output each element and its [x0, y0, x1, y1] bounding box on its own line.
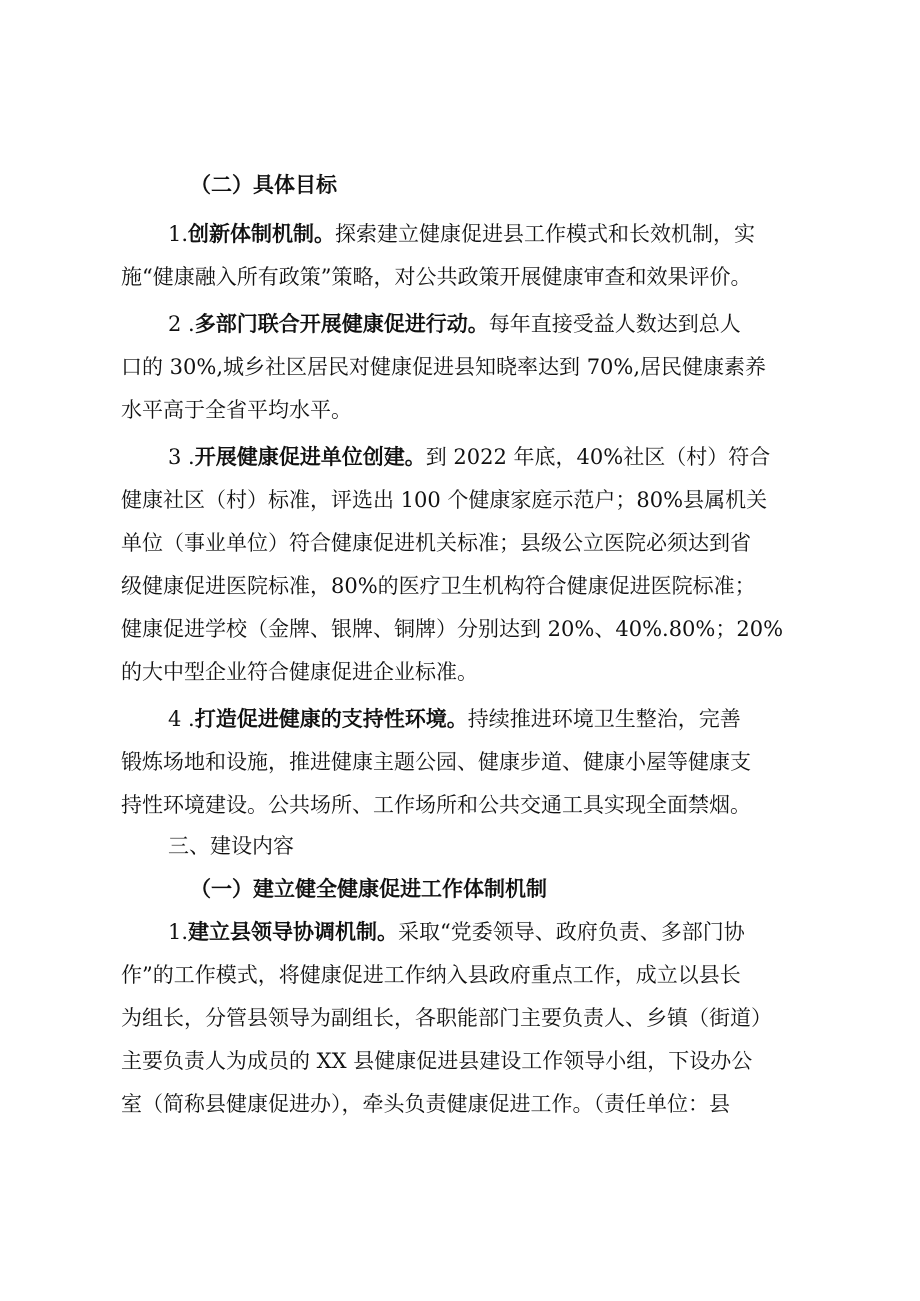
item1-title: 创新体制机制。 — [188, 221, 336, 246]
item1-text: 探索建立健康促进县工作模式和长效机制，实 — [335, 222, 756, 246]
item5-line1 — [168, 918, 745, 946]
heading-sub1: （一）建立健全健康促进工作体制机制 — [190, 876, 547, 901]
item3-line2: 健康社区（村）标准，评选出 100 个健康家庭示范户；80%县属机关 — [121, 488, 768, 512]
item2-line2: 口的 30%,城乡社区居民对健康促进县知晓率达到 70%,居民健康素养 — [121, 355, 767, 379]
item5-line3: 为组长，分管县领导为副组长，各职能部门主要负责人、乡镇（街道） — [121, 1006, 772, 1030]
item3-line4: 级健康促进医院标准，80%的医疗卫生机构符合健康促进医院标准； — [121, 574, 756, 598]
item2-title: 多部门联合开展健康促进行动。 — [194, 311, 489, 336]
item3-line6: 的大中型企业符合健康促进企业标准。 — [121, 660, 478, 684]
item3-text: 到 2022 年底，40%社区（村）符合 — [425, 445, 771, 469]
item5-line4: 主要负责人为成员的 XX 县健康促进县建设工作领导小组，下设办公 — [121, 1049, 753, 1073]
item3-number: 3 . — [168, 445, 195, 469]
item3-line5: 健康促进学校（金牌、银牌、铜牌）分别达到 20%、40%.80%；20% — [121, 617, 784, 641]
item3-title: 开展健康促进单位创建。 — [194, 444, 426, 469]
item2-line3: 水平高于全省平均水平。 — [121, 398, 352, 422]
item3-line1 — [168, 443, 770, 471]
item5-text: 采取“党委领导、政府负责、多部门协 — [398, 920, 745, 944]
item4-number: 4 . — [168, 707, 195, 731]
item4-line3: 持性环境建设。公共场所、工作场所和公共交通工具实现全面禁烟。 — [121, 793, 751, 817]
item5-line2: 作”的工作模式，将健康促进工作纳入县政府重点工作，成立以县长 — [121, 963, 741, 987]
heading-specific-goals: （二）具体目标 — [190, 172, 337, 197]
item1-number: 1. — [168, 222, 189, 246]
item5-line5: 室（简称县健康促进办），牵头负责健康促进工作。（责任单位：县 — [121, 1092, 730, 1116]
item2-text: 每年直接受益人数达到总人 — [488, 312, 741, 336]
heading-section3: 三、建设内容 — [168, 834, 294, 858]
item4-title: 打造促进健康的支持性环境。 — [194, 706, 468, 731]
item1-line1 — [168, 220, 755, 248]
item5-title: 建立县领导协调机制。 — [188, 919, 399, 944]
item4-text: 持续推进环境卫生整治，完善 — [467, 707, 741, 731]
item1-line2: 施“健康融入所有政策”策略，对公共政策开展健康审查和效果评价。 — [121, 265, 752, 289]
item4-line2: 锻炼场地和设施，推进健康主题公园、健康步道、健康小屋等健康支 — [121, 750, 751, 774]
item4-line1 — [168, 705, 741, 733]
item2-number: 2 . — [168, 312, 195, 336]
item5-number: 1. — [168, 920, 189, 944]
item3-line3: 单位（事业单位）符合健康促进机关标准；县级公立医院必须达到省 — [121, 531, 751, 555]
item2-line1 — [168, 310, 741, 338]
